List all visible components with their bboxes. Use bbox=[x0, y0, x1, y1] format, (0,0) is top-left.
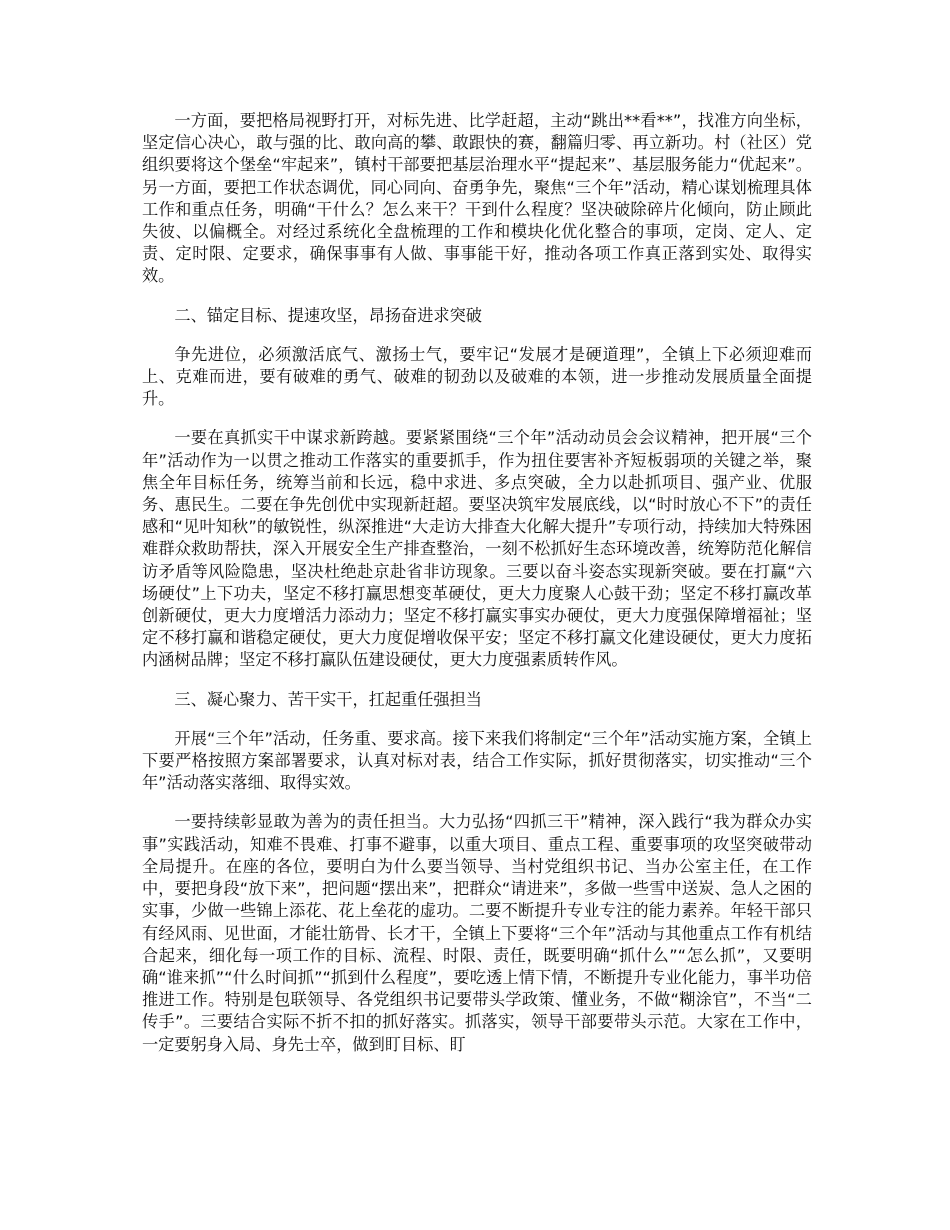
paragraph-responsibility: 一要持续彰显敢为善为的责任担当。大力弘扬“四抓三干”精神，深入践行“我为群众办实事”实践活动，知难不畏难、打事不避事，以重大项目、重点工程、重要事项的攻坚突破带动全局提升。在座的各位，要明白为什么要当领导、当村党组织书记、当办公室主任，在工作中，要把身段“放下来”，把问题“摆出来”，把群众“请进来”，多做一些雪中送炭、急人之困的实事，少做一些锦上添花、花上垒花的虚功。二要不断提升专业专注的能力素养。年轻干部只有经风雨、见世面，才能壮筋骨、长才干，全镇上下要将“三个年”活动与其他重点工作有机结合起来，细化每一项工作的目标、流程、时限、责任，既要明确“抓什么”“怎么抓”，又要明确“谁来抓”“什么时间抓”“抓到什么程度”，要吃透上情下情，不断提升专业化能力，事半功倍推进工作。特别是包联领导、各党组织书记要带头学政策、懂业务，不做“糊涂官”，不当“二传手”。三要结合实际不折不扣的抓好落实。抓落实，领导干部要带头示范。大家在工作中，一定要躬身入局、身先士卒，做到盯目标、盯 bbox=[142, 812, 812, 1054]
document-body bbox=[142, 110, 812, 1073]
section-heading-three: 三、凝心聚力、苦干实干，扛起重任强担当 bbox=[174, 689, 482, 709]
section-heading-two: 二、锚定目标、提速攻坚，昂扬奋进求突破 bbox=[174, 305, 482, 325]
paragraph-one-aspect: 一方面，要把格局视野打开，对标先进、比学赶超，主动“跳出**看**”，找准方向坐标，坚定信心决心，敢与强的比、敢向高的攀、敢跟快的赛，翻篇归零、再立新功。村（社区）党组织要将这个堡垒“牢起来”，镇村干部要把基层治理水平“提起来”、基层服务能力“优起来”。另一方面，要把工作状态调优，同心同向、奋勇争先，聚焦“三个年”活动，精心谋划梳理具体工作和重点任务，明确“干什么？怎么来干？干到什么程度？坚决破除碎片化倾向，防止顾此失彼、以偏概全。对经过系统化全盘梳理的工作和模块化优化整合的事项，定岗、定人、定责、定时限、定要求，确保事事有人做、事事能干好，推动各项工作真正落到实处、取得实效。 bbox=[142, 111, 812, 286]
paragraph-leap-forward: 一要在真抓实干中谋求新跨越。要紧紧围绕“三个年”活动动员会会议精神，把开展“三个年”活动作为一以贯之推动工作落实的重要抓手，作为扭住要害补齐短板弱项的关键之举，聚焦全年目标任务，统筹当前和长远，稳中求进、多点突破，全力以赴抓项目、强产业、优服务、惠民生。二要在争先创优中实现新赶超。要坚决筑牢发展底线，以“时时放心不下”的责任感和“见叶知秋”的敏锐性，纵深推进“大走访大排查大化解大提升”专项行动，持续加大特殊困难群众救助帮扶，深入开展安全生产排查整治，一刻不松抓好生态环境改善，统筹防范化解信访矛盾等风险隐患，坚决杜绝赴京赴省非访现象。三要以奋斗姿态实现新突破。要在打赢“六场硬仗”上下功夫，坚定不移打赢思想变革硬仗，更大力度聚人心鼓干劲；坚定不移打赢改革创新硬仗，更大力度增活力添动力；坚定不移打赢实事实办硬仗，更大力度强保障增福祉；坚定不移打赢和谐稳定硬仗，更大力度促增收保平安；坚定不移打赢文化建设硬仗，更大力度拓内涵树品牌；坚定不移打赢队伍建设硬仗，更大力度强素质转作风。 bbox=[142, 428, 812, 670]
paragraph-activity-plan: 开展“三个年”活动，任务重、要求高。接下来我们将制定“三个年”活动实施方案，全镇上下要严格按照方案部署要求，认真对标对表，结合工作实际，抓好贯彻落实，切实推动“三个年”活动落实落细、取得实效。 bbox=[142, 728, 812, 793]
paragraph-compete-forward: 争先进位，必须激活底气、激扬士气，要牢记“发展才是硬道理”，全镇上下必须迎难而上、克难而进，要有破难的勇气、破难的韧劲以及破难的本领，进一步推动发展质量全面提升。 bbox=[142, 344, 812, 409]
